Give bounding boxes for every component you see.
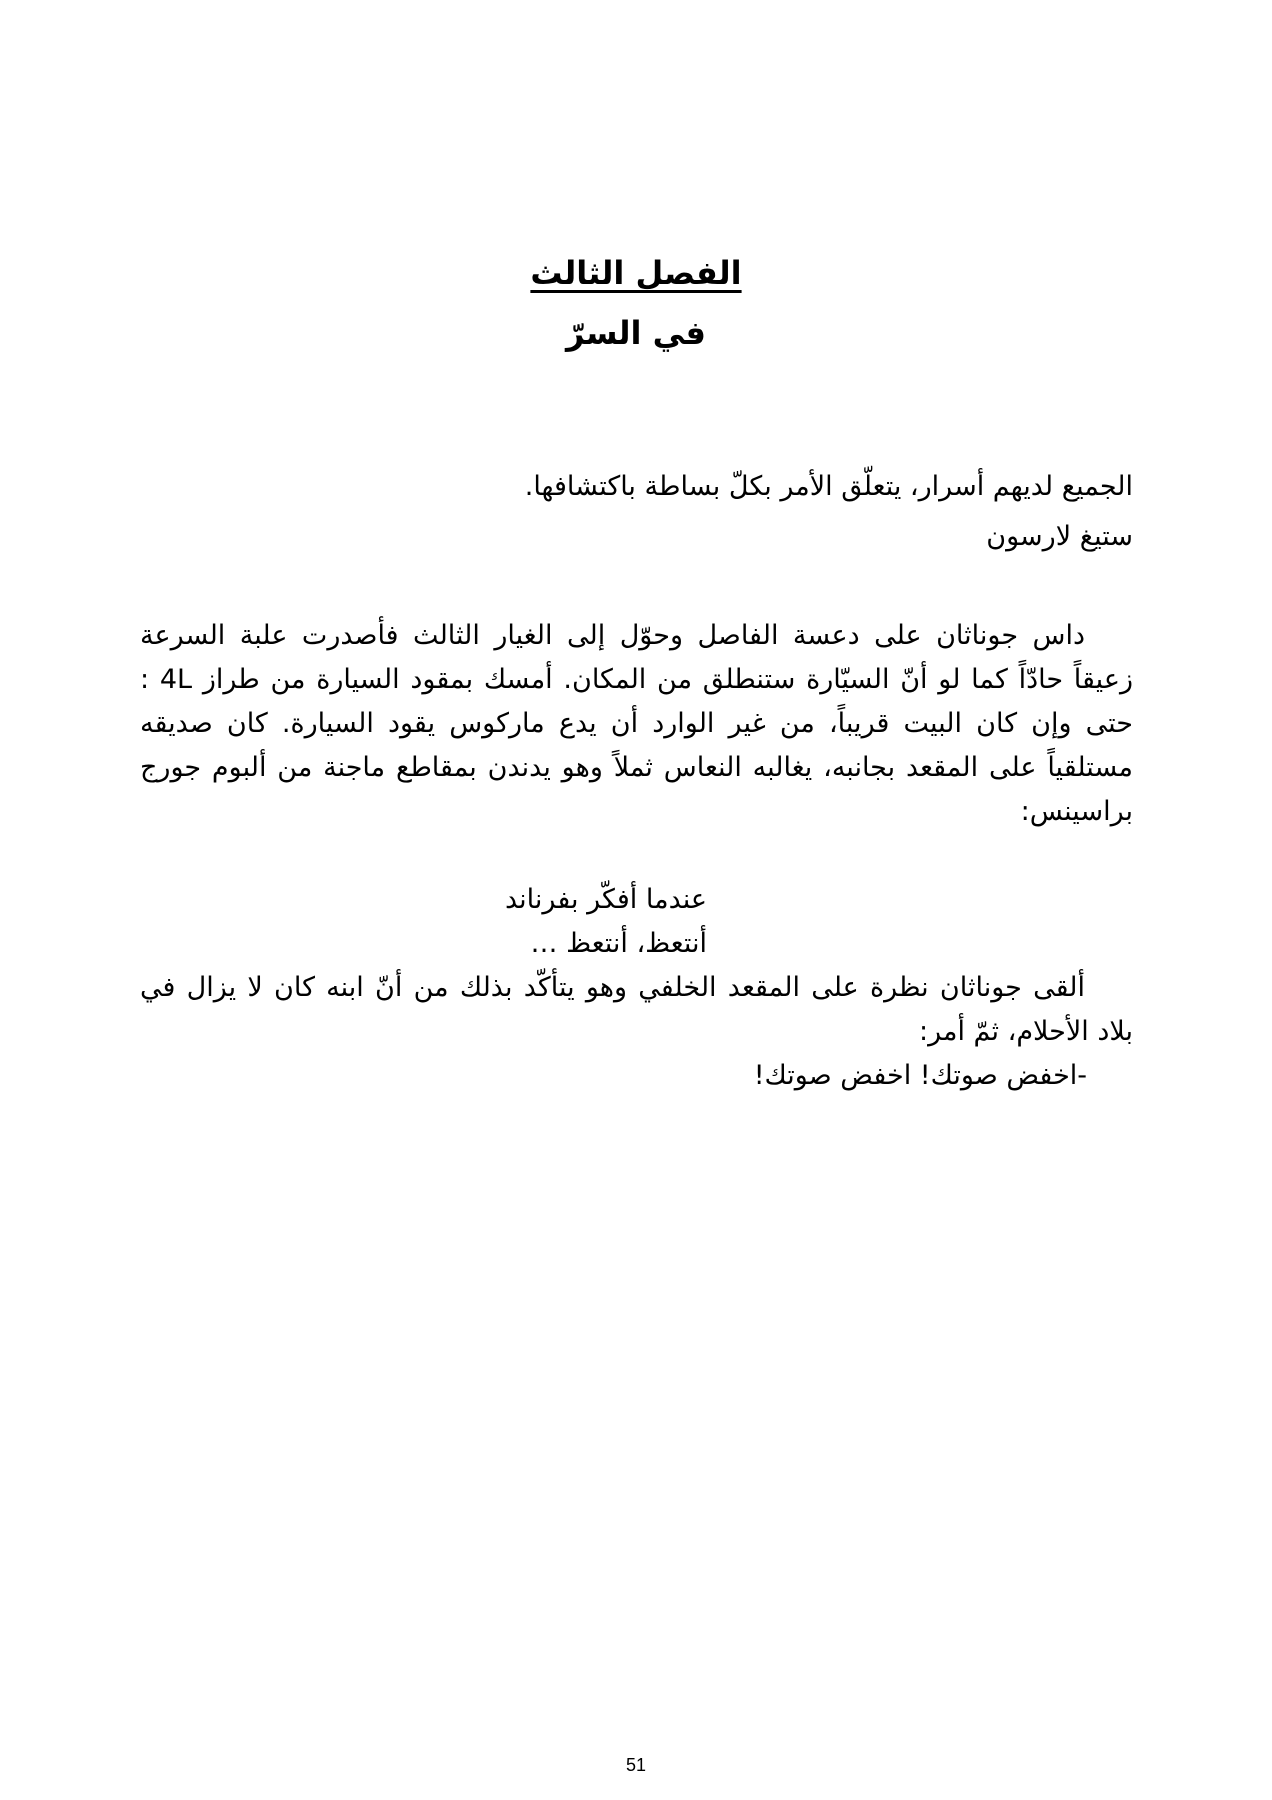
chapter-title [0,253,1272,293]
epigraph-author: ستيغ لارسون [986,521,1133,552]
section-title: في السرّ [566,314,706,352]
body-paragraph-1 [140,614,1133,834]
dialogue-line: -اخفض صوتك! اخفض صوتك! [753,1060,1087,1091]
chapter-title-text: الفصل الثالث [530,254,742,292]
verse-line-1: عندما أفكّر بفرناند [505,884,707,915]
body-paragraph-2 [140,966,1133,1054]
paragraph-text: داس جوناثان على دعسة الفاصل وحوّل إلى الغيار الثالث فأصدرت علبة السرعة زعيقاً حادّاً كما لو أنّ السيّارة ستنطلق من المكان. أمسك بمقود السيارة من طراز 4L : حتى وإن كان البيت قريباً، من غير الوارد أن يدع ماركوس يقود السيارة. كان صديقه مستلقياً على المقعد بجانبه، يغالبه النعاس ثملاً وهو يدندن بمقاطع ماجنة من ألبوم جورج براسينس: [140,620,1133,827]
verse-line-2: أنتعظ، أنتعظ … [530,928,707,959]
paragraph-text: ألقى جوناثان نظرة على المقعد الخلفي وهو يتأكّد بذلك من أنّ ابنه كان لا يزال في بلاد الأحلام، ثمّ أمر: [140,972,1133,1047]
epigraph-quote: الجميع لديهم أسرار، يتعلّق الأمر بكلّ بساطة باكتشافها. [524,471,1133,502]
page-number: 51 [625,1755,647,1775]
